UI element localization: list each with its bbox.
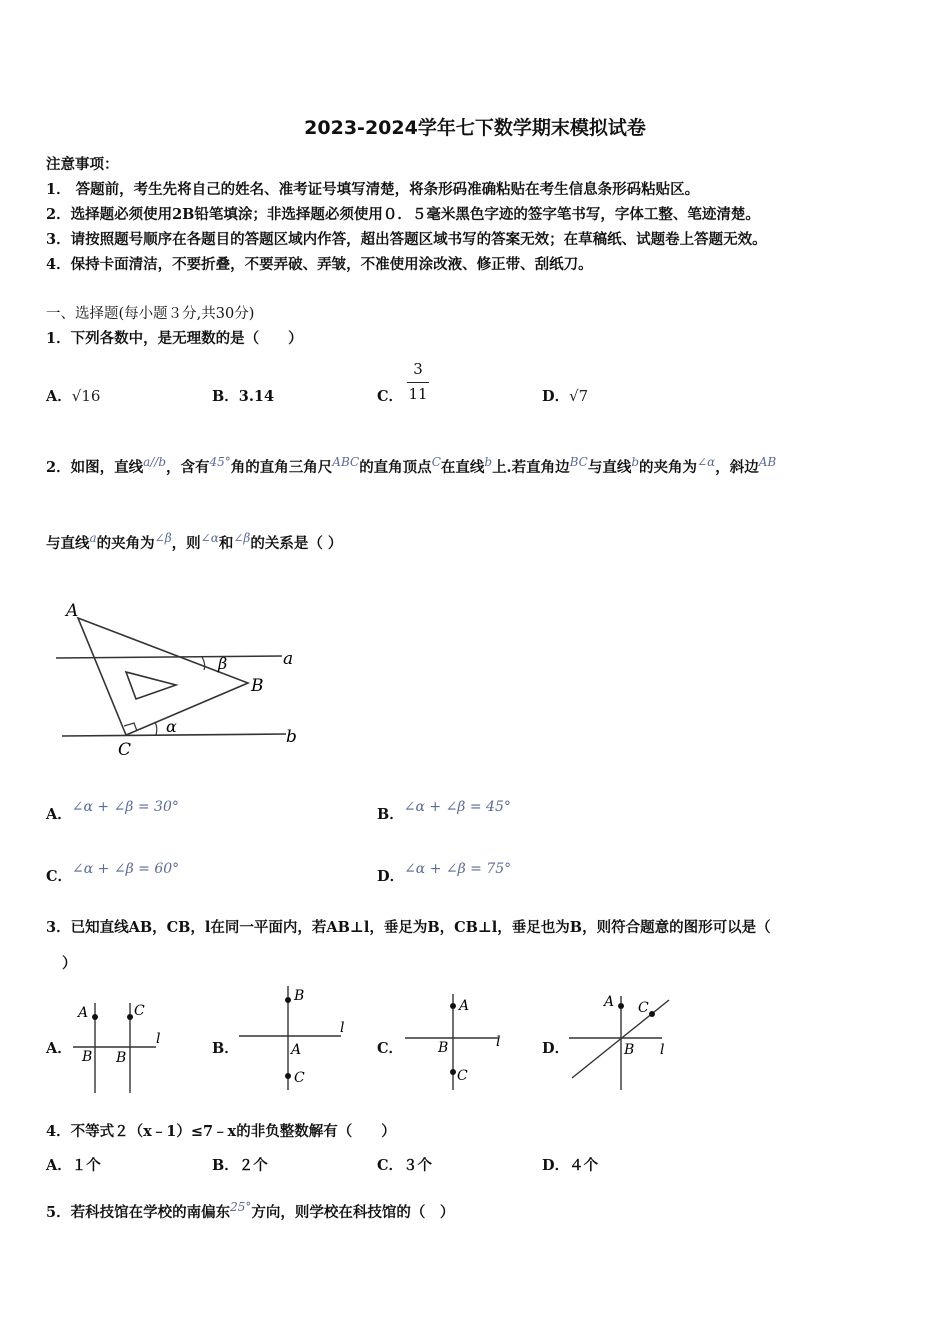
option-label: C． [46,868,73,885]
notice-item: 2．选择题必须使用2B铅笔填涂；非选择题必须使用０．５毫米黑色字迹的签字笔书写，字体工整、笔迹清楚。 [46,206,760,223]
q2-option-d[interactable] [377,861,512,886]
q3-figure-a[interactable] [70,995,165,1095]
question-3-stem-end: ） [62,955,77,972]
label-l: l [340,1020,345,1036]
option-label: C． [377,388,404,405]
point-a [450,1003,456,1009]
inner-triangle [126,672,176,699]
label-B: B [438,1040,449,1056]
label-A: A [291,1042,302,1058]
q1-option-c[interactable] [377,385,403,406]
point-c [127,1014,133,1020]
option-value: ∠α + ∠β = 45° [403,799,511,815]
option-value: √7 [569,387,589,405]
point-a [92,1014,98,1020]
label-l: l [660,1042,665,1058]
right-angle-mark [124,723,137,731]
label-l: l [156,1031,161,1047]
q1-option-b[interactable] [212,385,274,406]
label-l: l [496,1034,501,1050]
fraction-numerator: 3 [413,360,423,378]
label-C: C [134,1003,145,1019]
q4-option-c[interactable]: C．３个 [377,1157,433,1174]
label-alpha: α [166,717,177,736]
q4-option-b[interactable]: B．２个 [212,1157,268,1174]
label-C: C [294,1070,305,1086]
q2-option-b[interactable] [377,799,511,824]
label-B: B [82,1049,93,1065]
q4-option-a[interactable]: A．１个 [46,1157,101,1174]
option-label: D． [542,388,570,405]
page-title: 2023-2024学年七下数学期末模拟试卷 [304,117,646,139]
section-heading: 一、选择题(每小题３分,共30分) [46,306,255,322]
label-B: B [294,988,305,1004]
q1-option-a[interactable] [46,385,100,406]
point-c [285,1073,291,1079]
option-label: B． [212,388,239,405]
q3-option-d[interactable]: D． [542,1040,570,1057]
fraction-bar [407,382,429,383]
notice-item: 1． 答题前，考生先将自己的姓名、准考证号填写清楚，将条形码准确粘贴在考生信息条形码粘贴区。 [46,181,700,198]
q4-option-d[interactable]: D．４个 [542,1157,599,1174]
option-label: A． [46,806,72,823]
beta-arc [202,657,205,670]
point-a [618,1003,624,1009]
label-beta: β [218,654,228,673]
label-C: C [638,1000,649,1016]
q3-figure-b[interactable] [236,982,351,1094]
alpha-arc [155,722,157,735]
option-label: B． [377,806,404,823]
option-value: 3.14 [238,388,275,405]
question-4-stem: 4．不等式２（x﹣1）≤7﹣x的非负整数解有（ ） [46,1123,396,1140]
q2-option-c[interactable] [46,861,180,886]
option-value: √16 [71,387,101,405]
option-label: A． [46,388,72,405]
question-5-stem: 5．若科技馆在学校的南偏东$^{25^\circ}$方向，则学校在科技馆的（ ） [46,1200,455,1221]
option-value: ∠α + ∠β = 30° [71,799,179,815]
label-A: A [604,994,615,1010]
q3-option-a[interactable]: A． [46,1040,72,1057]
label-line-b: b [286,727,297,747]
option-value: ∠α + ∠β = 75° [404,861,512,877]
label-A: A [459,998,470,1014]
q2-figure [46,592,306,762]
notice-item: 3．请按照题号顺序在各题目的答题区域内作答，超出答题区域书写的答案无效；在草稿纸、试题卷上答题无效。 [46,231,767,248]
question-2-stem-continued: 与直线$^a$的夹角为$^{\angle\beta}$，则$^{\angle\alpha}$和$^{\angle\beta}$的关系是（ ） [46,531,343,552]
point-c [649,1011,655,1017]
q3-option-b[interactable]: B． [212,1040,239,1057]
fraction-denominator: 11 [408,385,428,403]
q3-figure-c[interactable] [402,990,507,1094]
point-c [450,1069,456,1075]
label-line-a: a [283,649,294,669]
question-3-stem: 3．已知直线AB，CB，l在同一平面内，若AB⊥l，垂足为B，CB⊥l，垂足也为B，则符合题意的图形可以是（ [46,919,771,936]
label-C: C [457,1068,468,1084]
notice-item: 4．保持卡面清洁，不要折叠，不要弄破、弄皱，不准使用涂改液、修正带、刮纸刀。 [46,256,593,273]
label-C: C [118,740,132,760]
q1-option-d[interactable] [542,385,588,406]
question-1-stem: 1．下列各数中，是无理数的是（ ） [46,330,303,347]
label-B: B [116,1050,127,1066]
question-2-stem: 2．如图，直线$^{a//b}$，含有$^{45^\circ}$角的直角三角尺$^{ABC}$的直角顶点$^C$在直线$^b$上.若直角边$^{BC}$与直线$^b$的夹角为$^{\angle\alpha}$，斜边$^{AB}$ [46,455,777,476]
triangle-abc [78,618,248,735]
point-b [285,997,291,1003]
label-B: B [624,1042,635,1058]
q3-figure-d[interactable] [566,990,676,1094]
option-label: D． [377,868,405,885]
option-value: ∠α + ∠β = 60° [72,861,180,877]
q3-option-c[interactable]: C． [377,1040,404,1057]
label-B: B [251,676,264,696]
label-A: A [66,601,79,621]
line-a [56,656,282,658]
notice-heading: 注意事项： [46,156,119,173]
q2-option-a[interactable] [46,799,179,824]
label-A: A [78,1005,89,1021]
